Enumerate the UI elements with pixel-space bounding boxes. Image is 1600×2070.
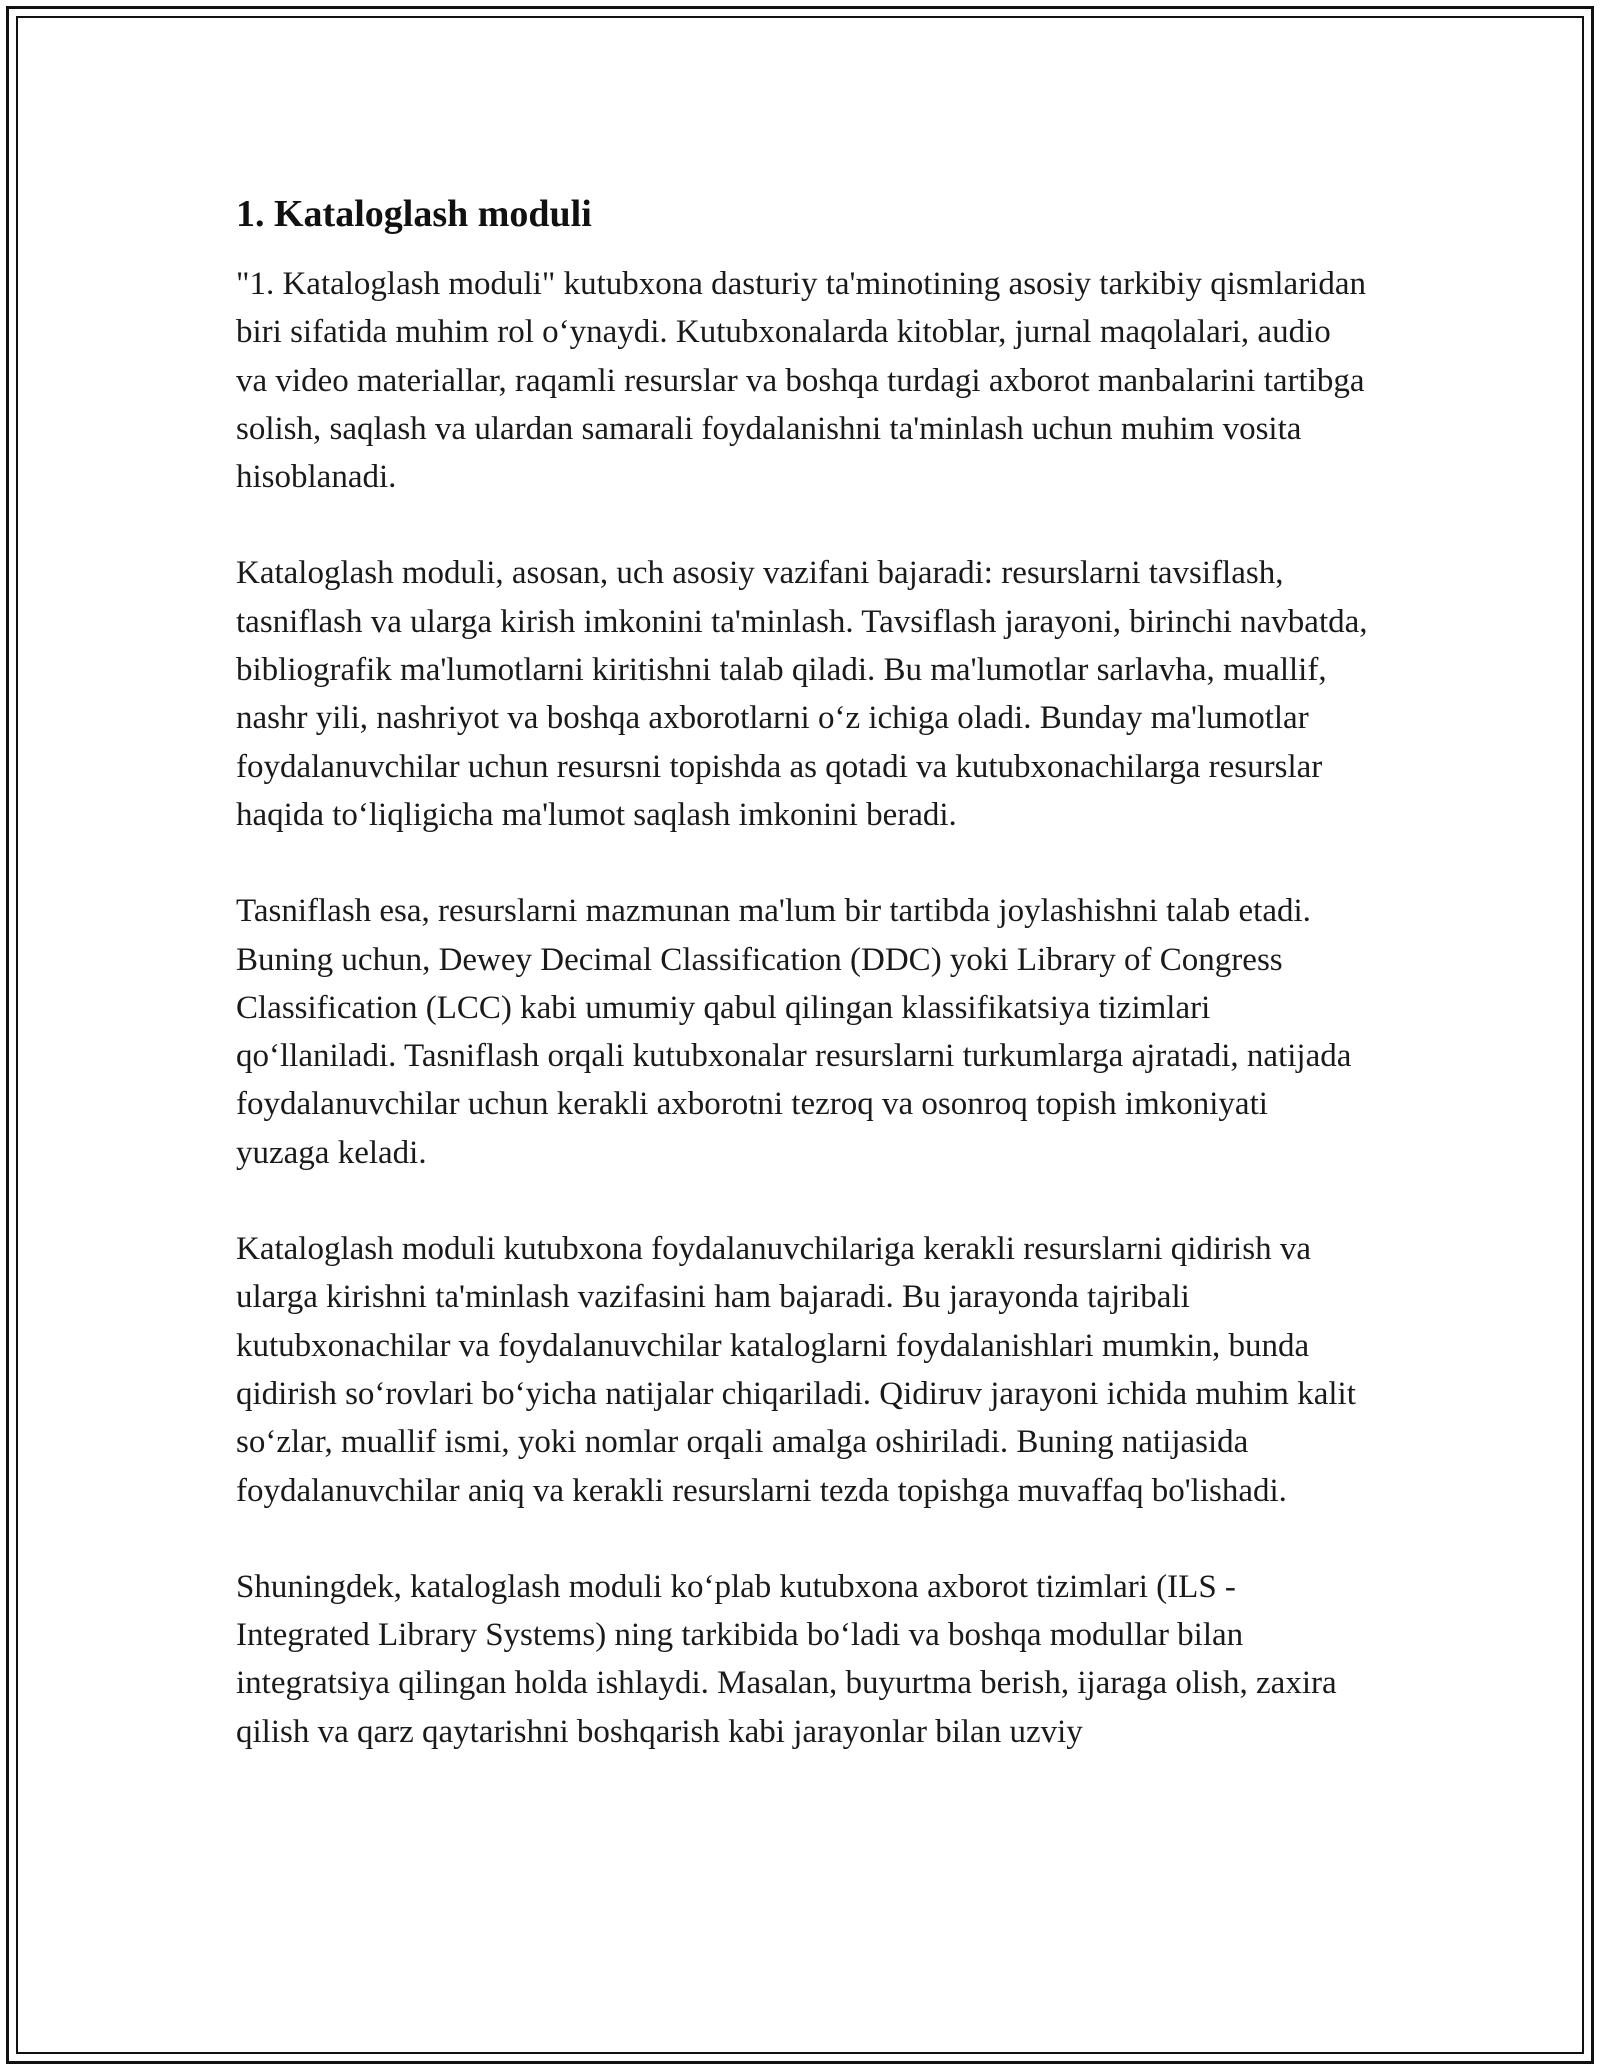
paragraph-integration: Shuningdek, kataloglash moduli ko‘plab kutubxona axborot tizimlari (ILS - Integrated Library Systems) ning tarkibida bo‘ladi va boshqa modullar bilan integratsiya qilingan holda ishlaydi. Masalan, buyurtma berish, ijaraga olish, zaxira qilish va qarz qaytarishni boshqarish kabi jarayonlar bilan uzviy <box>236 1568 1337 1750</box>
section-heading: 1. Kataloglash moduli <box>236 193 592 235</box>
paragraph-classification: Tasniflash esa, resurslarni mazmunan ma'lum bir tartibda joylashishni talab etadi. Buning uchun, Dewey Decimal Classification (DDC) yoki Library of Congress Classification (LCC) kabi umumiy qabul qilingan klassifikatsiya tizimlari qo‘llaniladi. Tasniflash orqali kutubxonalar resurslarni turkumlarga ajratadi, natijada foydalanuvchilar uchun kerakli axborotni tezroq va osonroq topish imkoniyati yuzaga keladi. <box>236 893 1352 1171</box>
paragraph-main-tasks: Kataloglash moduli, asosan, uch asosiy vazifani bajaradi: resurslarni tavsiflash, tasniflash va ularga kirish imkonini ta'minlash. Tavsiflash jarayoni, birinchi navbatda, bibliografik ma'lumotlarni kiritishni talab qiladi. Bu ma'lumotlar sarlavha, muallif, nashr yili, nashriyot va boshqa axborotlarni o‘z ichiga oladi. Bunday ma'lumotlar foydalanuvchilar uchun resursni topishda as qotadi va kutubxonachilarga resurslar haqida to‘liqligicha ma'lumot saqlash imkonini beradi. <box>236 555 1368 833</box>
document-content <box>236 186 1368 1804</box>
paragraph-search-access: Kataloglash moduli kutubxona foydalanuvchilariga kerakli resurslarni qidirish va ularga kirishni ta'minlash vazifasini ham bajaradi. Bu jarayonda tajribali kutubxonachilar va foydalanuvchilar kataloglarni foydalanishlari mumkin, bunda qidirish so‘rovlari bo‘yicha natijalar chiqariladi. Qidiruv jarayoni ichida muhim kalit so‘zlar, muallif ismi, yoki nomlar orqali amalga oshiriladi. Buning natijasida foydalanuvchilar aniq va kerakli resurslarni tezda topishga muvaffaq bo'lishadi. <box>236 1231 1356 1509</box>
paragraph-intro: "1. Kataloglash moduli" kutubxona dasturiy ta'minotining asosiy tarkibiy qismlaridan biri sifatida muhim rol o‘ynaydi. Kutubxonalarda kitoblar, jurnal maqolalari, audio va video materiallar, raqamli resurslar va boshqa turdagi axborot manbalarini tartibga solish, saqlash va ulardan samarali foydalanishni ta'minlash uchun muhim vosita hisoblanadi. <box>236 266 1366 496</box>
